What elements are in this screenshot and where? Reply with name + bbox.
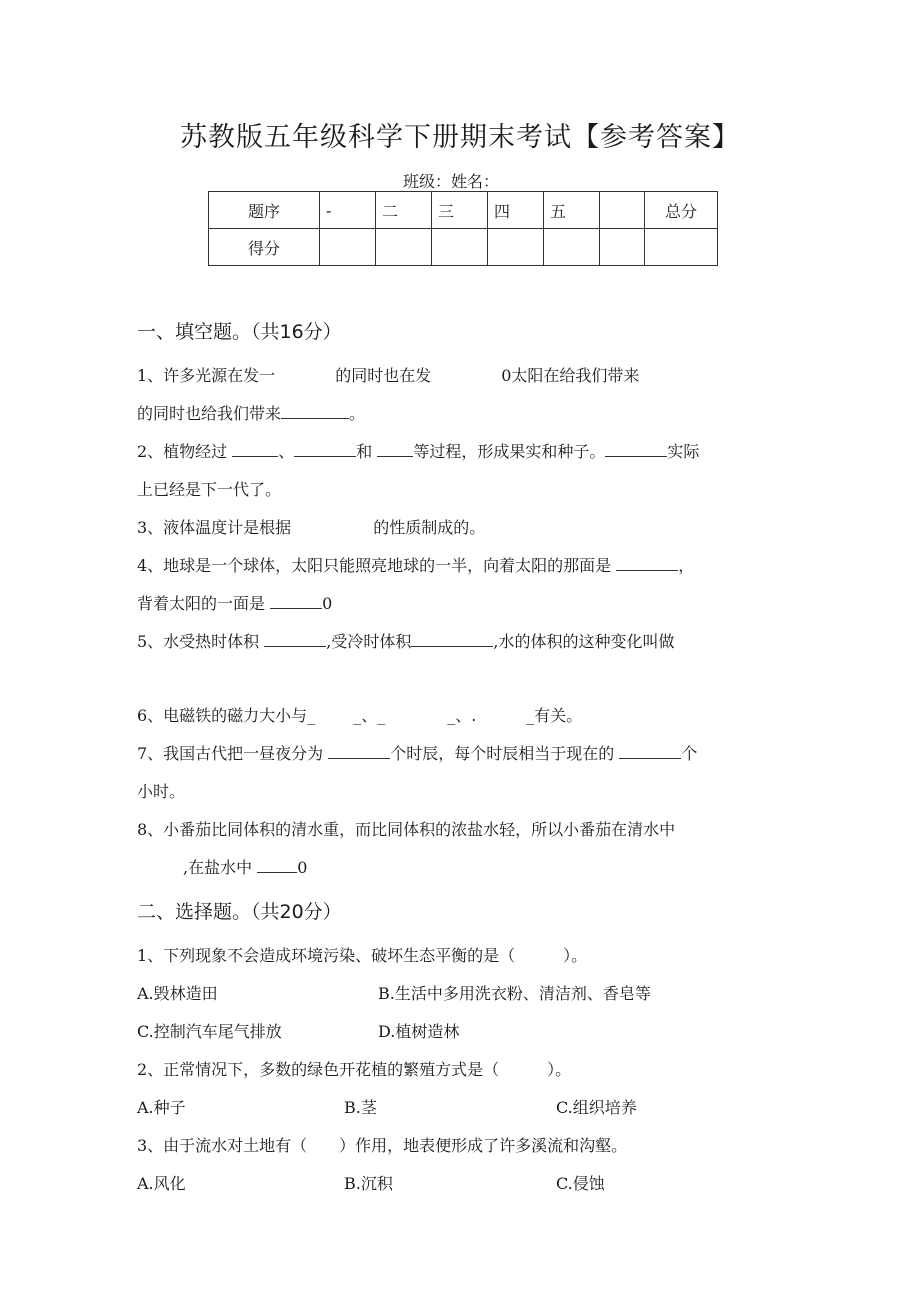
fill-question-1 [137, 363, 639, 386]
choice-option: A.毁林造田 [137, 984, 218, 1003]
question-text: 和 [356, 442, 373, 461]
section1-heading: 一、填空题。（共16分） [137, 321, 342, 343]
score-cell [432, 229, 488, 266]
choice-option: B.沉积 [344, 1174, 393, 1193]
answer-blank [616, 556, 678, 571]
question-text: 5、水受热时体积 [137, 632, 260, 651]
question-text: 2、植物经过 [137, 442, 228, 461]
score-cell [645, 229, 718, 266]
fill-question-7 [137, 741, 697, 764]
score-header-cell: 五 [544, 192, 600, 229]
choice-option: B.茎 [344, 1098, 377, 1117]
choice-option: A.风化 [137, 1174, 186, 1193]
choice-option: A.种子 [137, 1098, 186, 1117]
fill-question-4 [137, 553, 694, 576]
question-text: 0太阳在给我们带来 [501, 366, 640, 385]
score-cell [544, 229, 600, 266]
question-text: ,水的体积的这种变化叫做 [493, 632, 675, 651]
question-text: 3、液体温度计是根据 [137, 518, 292, 537]
score-header-cell: - [320, 192, 376, 229]
answer-blank [476, 707, 526, 721]
fill-question-2 [137, 439, 699, 462]
question-text: 、 [278, 442, 295, 461]
answer-blank [275, 367, 335, 381]
choice-option: C.侵蚀 [556, 1174, 605, 1193]
answer-blank [232, 442, 278, 457]
answer-blank [264, 632, 326, 647]
question-text: ,受冷时体积 [326, 632, 412, 651]
answer-blank [385, 707, 447, 721]
choice-option: C.组织培养 [556, 1098, 637, 1117]
question-text: _有关。 [526, 706, 583, 725]
score-header-cell: 三 [432, 192, 488, 229]
fill-question-6 [137, 703, 582, 726]
section2-heading: 二、选择题。（共20分） [137, 901, 342, 923]
question-text: 的性质制成的。 [373, 518, 486, 537]
score-cell [320, 229, 376, 266]
choice-question-3: 3、由于流水对土地有（ ）作用，地表便形成了许多溪流和沟壑。 [137, 1136, 628, 1155]
answer-blank [605, 442, 667, 457]
choice-option: D.植树造林 [378, 1022, 460, 1041]
question-text: 7、我国古代把一昼夜分为 [137, 744, 324, 763]
question-text: 的同时也给我们带来 [137, 404, 282, 423]
score-cell [488, 229, 544, 266]
score-table [208, 191, 718, 266]
fill-question-3 [137, 515, 485, 538]
question-text: 0 [297, 858, 308, 877]
score-header-cell: 总分 [645, 192, 718, 229]
fill-question-1-cont [137, 401, 365, 424]
question-text: ,在盐水中 [183, 858, 253, 877]
question-text: 的同时也在发 [335, 366, 432, 385]
answer-blank [619, 744, 681, 759]
choice-option: C.控制汽车尾气排放 [137, 1022, 282, 1041]
choice-option: B.生活中多用洗衣粉、清洁剂、香皂等 [378, 984, 651, 1003]
class-name-line: 班级：姓名： [403, 172, 500, 191]
answer-blank [270, 594, 322, 609]
question-text: 4、地球是一个球体，太阳只能照亮地球的一半，向着太阳的那面是 [137, 556, 612, 575]
fill-question-7-cont: 小时。 [137, 782, 186, 801]
score-table-score-row [209, 229, 718, 266]
question-text: 个时辰，每个时辰相当于现在的 [390, 744, 615, 763]
fill-question-4-cont [137, 591, 332, 614]
question-text: 个 [681, 744, 698, 763]
fill-question-5 [137, 629, 674, 652]
answer-blank [294, 442, 356, 457]
answer-blank [291, 519, 373, 533]
score-row-label: 得分 [209, 229, 320, 266]
question-text: 实际 [667, 442, 700, 461]
fill-question-8: 8、小番茄比同体积的清水重，而比同体积的浓盐水轻，所以小番茄在清水中 [137, 820, 676, 839]
score-header-cell: 二 [376, 192, 432, 229]
answer-blank [431, 367, 501, 381]
answer-blank [377, 442, 413, 457]
question-text: _、_ [353, 706, 386, 725]
page-title: 苏教版五年级科学下册期末考试【参考答案】 [180, 122, 740, 153]
score-cell [600, 229, 645, 266]
question-text: 0 [322, 594, 333, 613]
choice-question-2: 2、正常情况下，多数的绿色开花植的繁殖方式是（ ）。 [137, 1060, 572, 1079]
answer-blank [315, 707, 353, 721]
answer-blank [411, 632, 493, 647]
question-text: 6、电磁铁的磁力大小与_ [137, 706, 316, 725]
score-header-cell: 四 [488, 192, 544, 229]
answer-blank [281, 404, 349, 419]
fill-question-2-cont: 上已经是下一代了。 [137, 480, 282, 499]
score-header-cell: 题序 [209, 192, 320, 229]
question-text: 等过程，形成果实和种子。 [413, 442, 606, 461]
question-text: _、. [447, 706, 477, 725]
fill-question-8-cont [183, 855, 307, 878]
question-text: 。 [349, 404, 366, 423]
score-header-cell [600, 192, 645, 229]
answer-blank [257, 858, 297, 873]
question-text: 背着太阳的一面是 [137, 594, 266, 613]
choice-question-1: 1、下列现象不会造成环境污染、破坏生态平衡的是（ ）。 [137, 946, 588, 965]
answer-blank [328, 744, 390, 759]
score-table-header-row [209, 192, 718, 229]
question-text: ， [678, 556, 695, 575]
score-cell [376, 229, 432, 266]
question-text: 1、许多光源在发一 [137, 366, 276, 385]
